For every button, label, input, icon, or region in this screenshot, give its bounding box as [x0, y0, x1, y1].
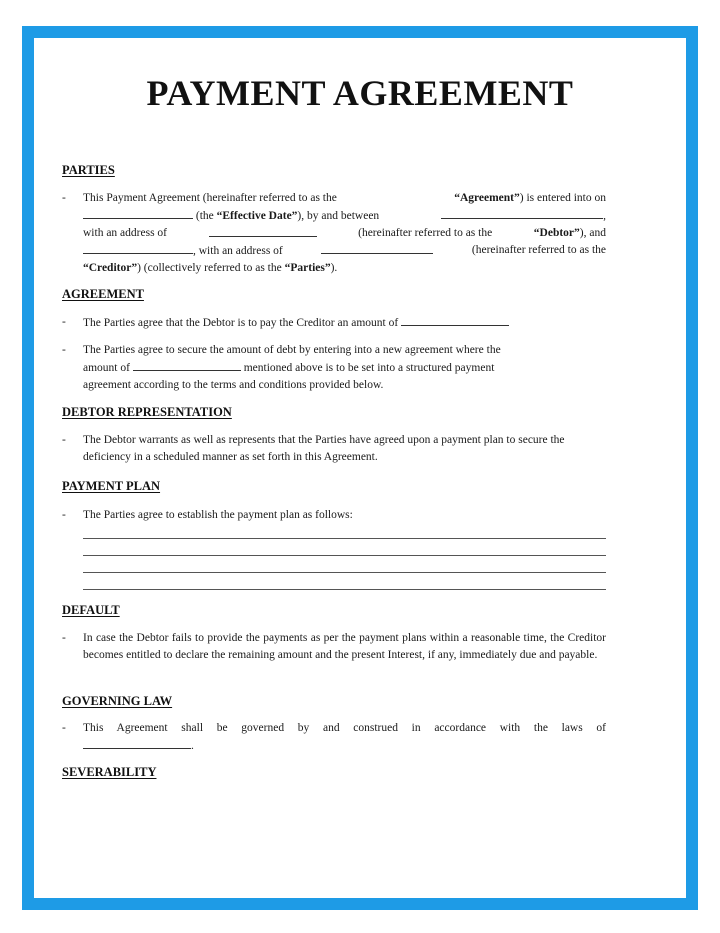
- bullet-dash: -: [62, 434, 66, 446]
- blank-jurisdiction[interactable]: [83, 737, 191, 749]
- heading-governing-law: GOVERNING LAW: [62, 694, 173, 708]
- blank-creditor-name[interactable]: [83, 242, 193, 254]
- blank-amount[interactable]: [401, 314, 509, 326]
- blank-creditor-address[interactable]: [321, 242, 433, 254]
- parties-clause: - This Payment Agreement (hereinafter referred to as the “Agreement”) is entered into on (the “Effective Date”), by and between , with an address of (hereinafter referred to as the “Debtor”), and , with an address of (hereinafter referred to as the “Creditor”) (collectively referred to as the “Parties”).: [62, 192, 606, 274]
- bullet-dash: -: [62, 722, 66, 734]
- governing-law-clause: - This Agreement shall be governed by and construed in accordance with the laws of .: [62, 722, 606, 752]
- heading-severability: SEVERABILITY: [62, 765, 157, 779]
- heading-agreement: AGREEMENT: [62, 287, 144, 301]
- document-title: PAYMENT AGREEMENT: [146, 73, 574, 113]
- agreement-clause-1: - The Parties agree that the Debtor is to pay the Creditor an amount of: [62, 314, 606, 332]
- blank-date[interactable]: [83, 207, 193, 219]
- debtor-representation-clause: - The Debtor warrants as well as represents that the Parties have agreed upon a payment plan to secure the deficiency in a scheduled manner as set forth in this Agreement.: [62, 434, 565, 463]
- heading-parties: PARTIES: [62, 163, 115, 177]
- blank-debtor-address[interactable]: [209, 225, 317, 237]
- agreement-clause-2: - The Parties agree to secure the amount of debt by entering into a new agreement where the amount of mentioned above is to be set into a structured payment agreement according to the terms and conditions provided below.: [62, 344, 501, 391]
- heading-debtor-representation: DEBTOR REPRESENTATION: [62, 405, 232, 419]
- payment-plan-blank-line[interactable]: [83, 572, 606, 573]
- bullet-dash: -: [62, 509, 66, 521]
- bullet-dash: -: [62, 316, 66, 328]
- blank-debtor-name[interactable]: [441, 207, 603, 219]
- payment-plan-blank-line[interactable]: [83, 589, 606, 590]
- payment-plan-clause: - The Parties agree to establish the payment plan as follows:: [62, 507, 606, 524]
- bullet-dash: -: [62, 192, 66, 204]
- bullet-dash: -: [62, 632, 66, 644]
- blank-debt-amount[interactable]: [133, 359, 241, 371]
- heading-payment-plan: PAYMENT PLAN: [62, 479, 161, 493]
- default-clause: - In case the Debtor fails to provide the payments as per the payment plans within a reasonable time, the Creditor becomes entitled to declare the remaining amount and the present Interest, if any, immediately due and payable.: [62, 632, 606, 661]
- payment-plan-blank-line[interactable]: [83, 555, 606, 556]
- heading-default: DEFAULT: [62, 603, 120, 617]
- bullet-dash: -: [62, 344, 66, 356]
- payment-plan-blank-line[interactable]: [83, 538, 606, 539]
